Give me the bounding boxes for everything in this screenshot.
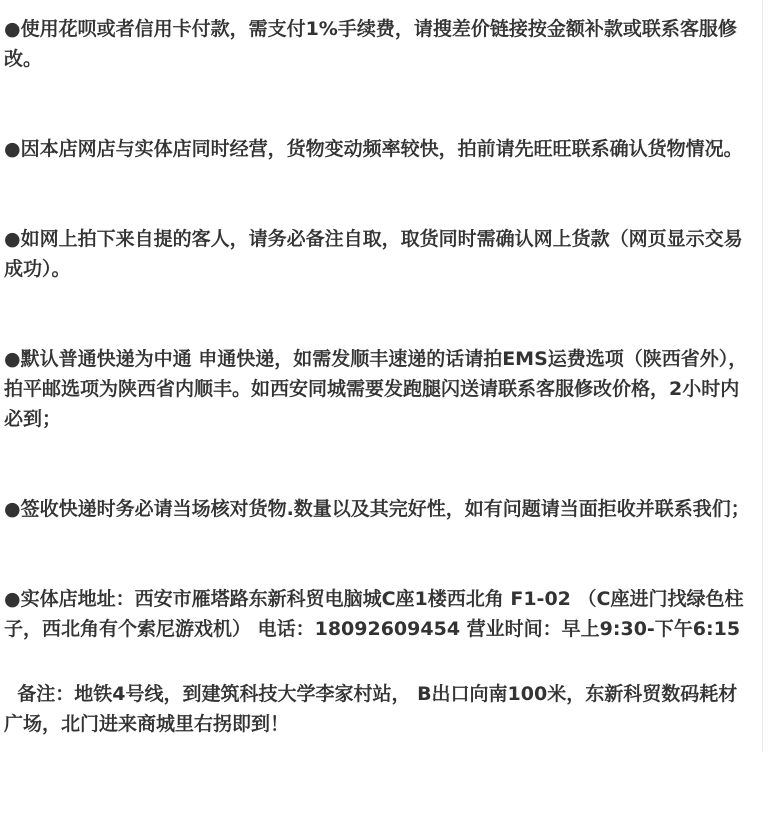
- notice-shipping-options: ●默认普通快递为中通 申通快递，如需发顺丰速递的话请拍EMS运费选项（陕西省外），拍平邮选项为陕西省内顺丰。如西安同城需要发跑腿闪送请联系客服修改价格，2小时内必到；: [4, 348, 748, 430]
- notice-remark-directions: 备注：地铁4号线，到建筑科技大学李家村站， B出口向南100米，东新科贸数码耗材广场，北门进来商城里右拐即到！: [4, 683, 738, 735]
- notice-store-address: ●实体店地址：西安市雁塔路东新科贸电脑城C座1楼西北角 F1-02 （C座进门找绿色柱子，西北角有个索尼游戏机） 电话：18092609454 营业时间：早上9:30-下午6:15: [4, 588, 744, 640]
- notice-payment-fee: ●使用花呗或者信用卡付款，需支付1%手续费，请搜差价链接按金额补款或联系客服修改。: [4, 18, 737, 70]
- right-divider: [762, 0, 763, 752]
- notice-stock-confirm: ●因本店网店与实体店同时经营，货物变动频率较快，拍前请先旺旺联系确认货物情况。: [4, 138, 743, 160]
- notice-delivery-check: ●签收快递时务必请当场核对货物.数量以及其完好性，如有问题请当面拒收并联系我们；: [4, 498, 750, 520]
- notice-self-pickup: ●如网上拍下来自提的客人，请务必备注自取，取货同时需确认网上货款（网页显示交易成功）。: [4, 228, 743, 280]
- store-notice-section: [4, 14, 752, 739]
